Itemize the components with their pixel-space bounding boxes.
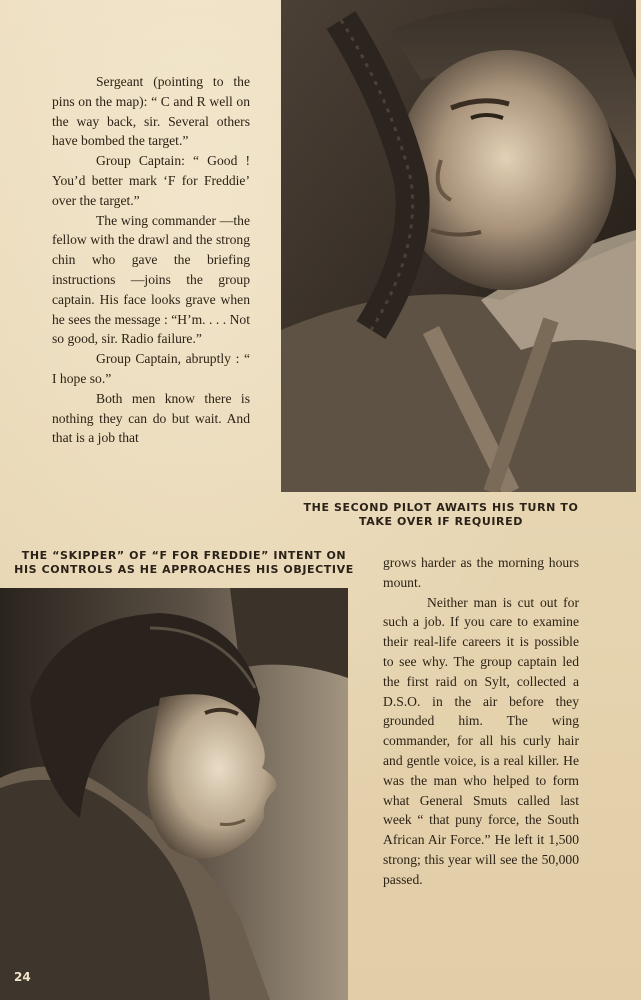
- paragraph-neither-man: Neither man is cut out for such a job. If you care to examine their real-life careers it is possible to see why. The group captain led the first raid on Sylt, collected a D.S.O. in the air before they grounded him. The wing commander, for all his curly hair and gentle voice, is a real killer. He was the man who helped to form what General Smuts called last week “ that puny force, the South African Air Force.” He left it 1,500 strong; this year will see the 50,000 passed.: [383, 594, 579, 887]
- paragraph-group-captain-1: Group Captain: “ Good ! You’d better mark ‘F for Freddie’ over the target.”: [52, 153, 250, 208]
- skipper-image: [0, 588, 348, 1000]
- caption-second-pilot: THE SECOND PILOT AWAITS HIS TURN TO TAKE OVER IF REQUIRED: [303, 501, 579, 528]
- paragraph-wing-commander: The wing commander —the fellow with the drawl and the strong chin who gave the briefing instructions —joins the group captain. His face looks grave when he sees the message : “H’m. . . . Not so good, sir. Radio failure.”: [52, 212, 250, 347]
- left-text-column: [52, 72, 250, 448]
- caption-skipper: THE “SKIPPER” OF “F FOR FREDDIE” INTENT ON HIS CONTROLS AS HE APPROACHES HIS OBJECTIVE: [14, 549, 354, 576]
- paragraph-both-men: Both men know there is nothing they can do but wait. And that is a job that: [52, 390, 250, 446]
- photo-skipper: [0, 588, 348, 1000]
- second-pilot-image: [281, 0, 636, 492]
- paragraph-group-captain-2: Group Captain, abruptly : “ I hope so.”: [52, 351, 250, 386]
- page-number: 24: [14, 970, 31, 984]
- photo-second-pilot: [281, 0, 636, 492]
- paragraph-sergeant: Sergeant (pointing to the pins on the map): “ C and R well on the way back, sir. Several others have bombed the target.”: [52, 74, 250, 149]
- paragraph-grows-harder: grows harder as the morning hours mount.: [383, 555, 579, 590]
- right-text-column: [383, 553, 579, 890]
